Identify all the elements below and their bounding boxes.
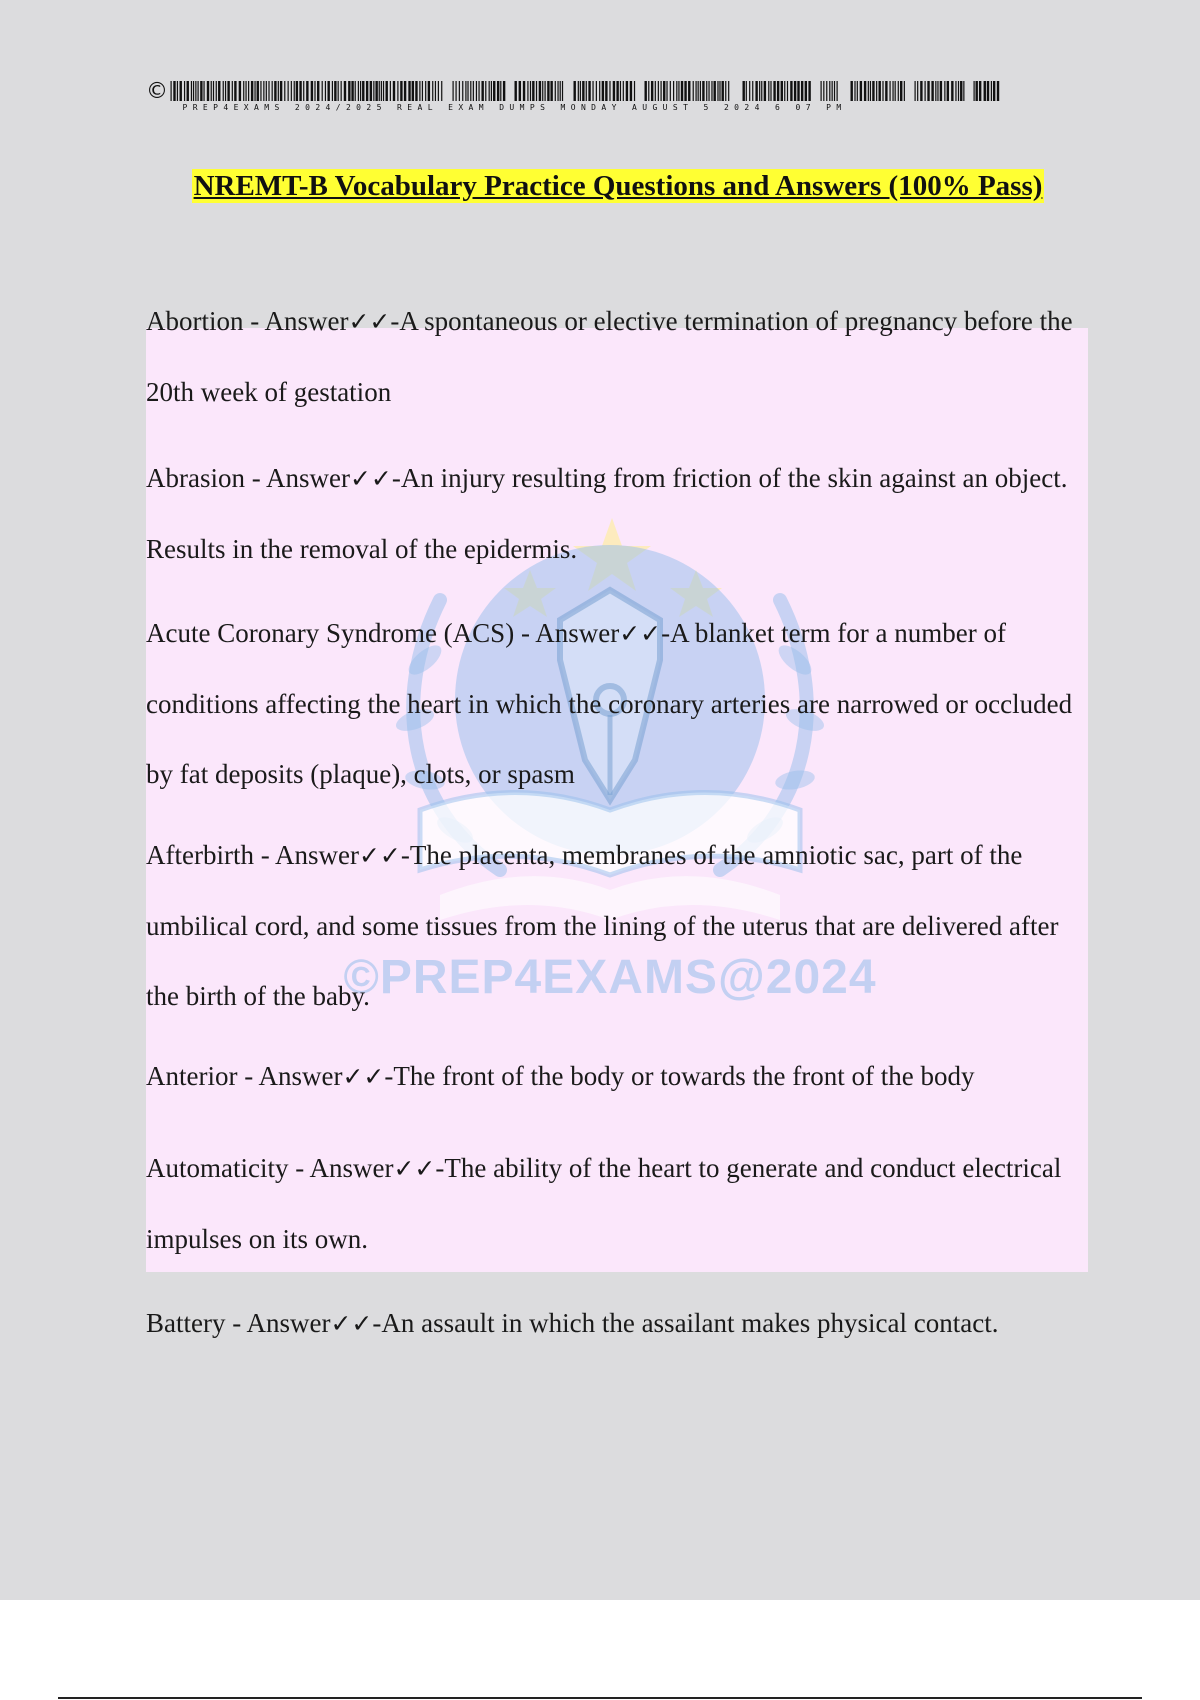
page-title: NREMT-B Vocabulary Practice Questions and Answers (100% Pass)	[193, 170, 1043, 202]
copyright-symbol: ©	[146, 79, 168, 104]
double-check-icon: ✓✓	[393, 1154, 436, 1183]
vocab-term: Automaticity	[146, 1153, 289, 1183]
double-check-icon: ✓✓	[330, 1309, 373, 1338]
vocab-term: Abortion	[146, 306, 244, 336]
vocab-term: Acute Coronary Syndrome (ACS)	[146, 618, 515, 648]
answer-separator: - Answer	[237, 1061, 343, 1091]
vocab-entry	[146, 1288, 998, 1359]
footer-rule	[58, 1697, 1142, 1699]
answer-separator: - Answer	[514, 618, 620, 648]
vocab-term: Afterbirth	[146, 840, 254, 870]
double-check-icon: ✓✓	[358, 841, 401, 870]
vocab-entry	[146, 598, 1086, 809]
barcode-strip-icon	[170, 80, 1081, 112]
vocab-entry	[146, 443, 1086, 584]
vocab-definition: -The front of the body or towards the front of the body	[384, 1061, 975, 1091]
vocab-definition: -A spontaneous or elective termination of pregnancy before the 20th week of gestation	[146, 306, 1073, 407]
double-check-icon: ✓✓	[342, 1062, 385, 1091]
vocab-term: Anterior	[146, 1061, 238, 1091]
answer-separator: - Answer	[243, 306, 349, 336]
header-barcode-line	[146, 80, 1081, 112]
vocab-entry	[146, 820, 1086, 1031]
vocab-entry	[146, 286, 1086, 427]
double-check-icon: ✓✓	[348, 307, 391, 336]
double-check-icon: ✓✓	[619, 619, 662, 648]
vocab-term: Battery	[146, 1308, 226, 1338]
page-title-wrap	[0, 170, 1200, 203]
answer-separator: - Answer	[225, 1308, 331, 1338]
vocab-definition: -An injury resulting from friction of the skin against an object. Results in the removal of the epidermis.	[146, 463, 1068, 564]
vocab-term: Abrasion	[146, 463, 245, 493]
double-check-icon: ✓✓	[349, 464, 392, 493]
answer-separator: - Answer	[288, 1153, 394, 1183]
answer-separator: - Answer	[253, 840, 359, 870]
vocab-definition: -The ability of the heart to generate and conduct electrical impulses on its own.	[146, 1153, 1062, 1254]
vocab-entry	[146, 1133, 1086, 1274]
watermark-text: ©PREP4EXAMS@2024	[343, 951, 877, 1004]
barcode-caption: PREP4EXAMS 2024/2025 REAL EXAM DUMPS MONDAY AUGUST 5 2024 6 07 PM	[182, 103, 847, 112]
vocab-definition: -A blanket term for a number of conditions affecting the heart in which the coronary arteries are narrowed or occluded by fat deposits (plaque), clots, or spasm	[146, 618, 1073, 789]
vocab-definition: -The placenta, membranes of the amniotic sac, part of the umbilical cord, and some tissues from the lining of the uterus that are delivered after the birth of the baby.	[146, 840, 1059, 1011]
answer-separator: - Answer	[244, 463, 350, 493]
vocab-entry	[146, 1041, 974, 1112]
vocab-definition: -An assault in which the assailant makes physical contact.	[372, 1308, 999, 1338]
